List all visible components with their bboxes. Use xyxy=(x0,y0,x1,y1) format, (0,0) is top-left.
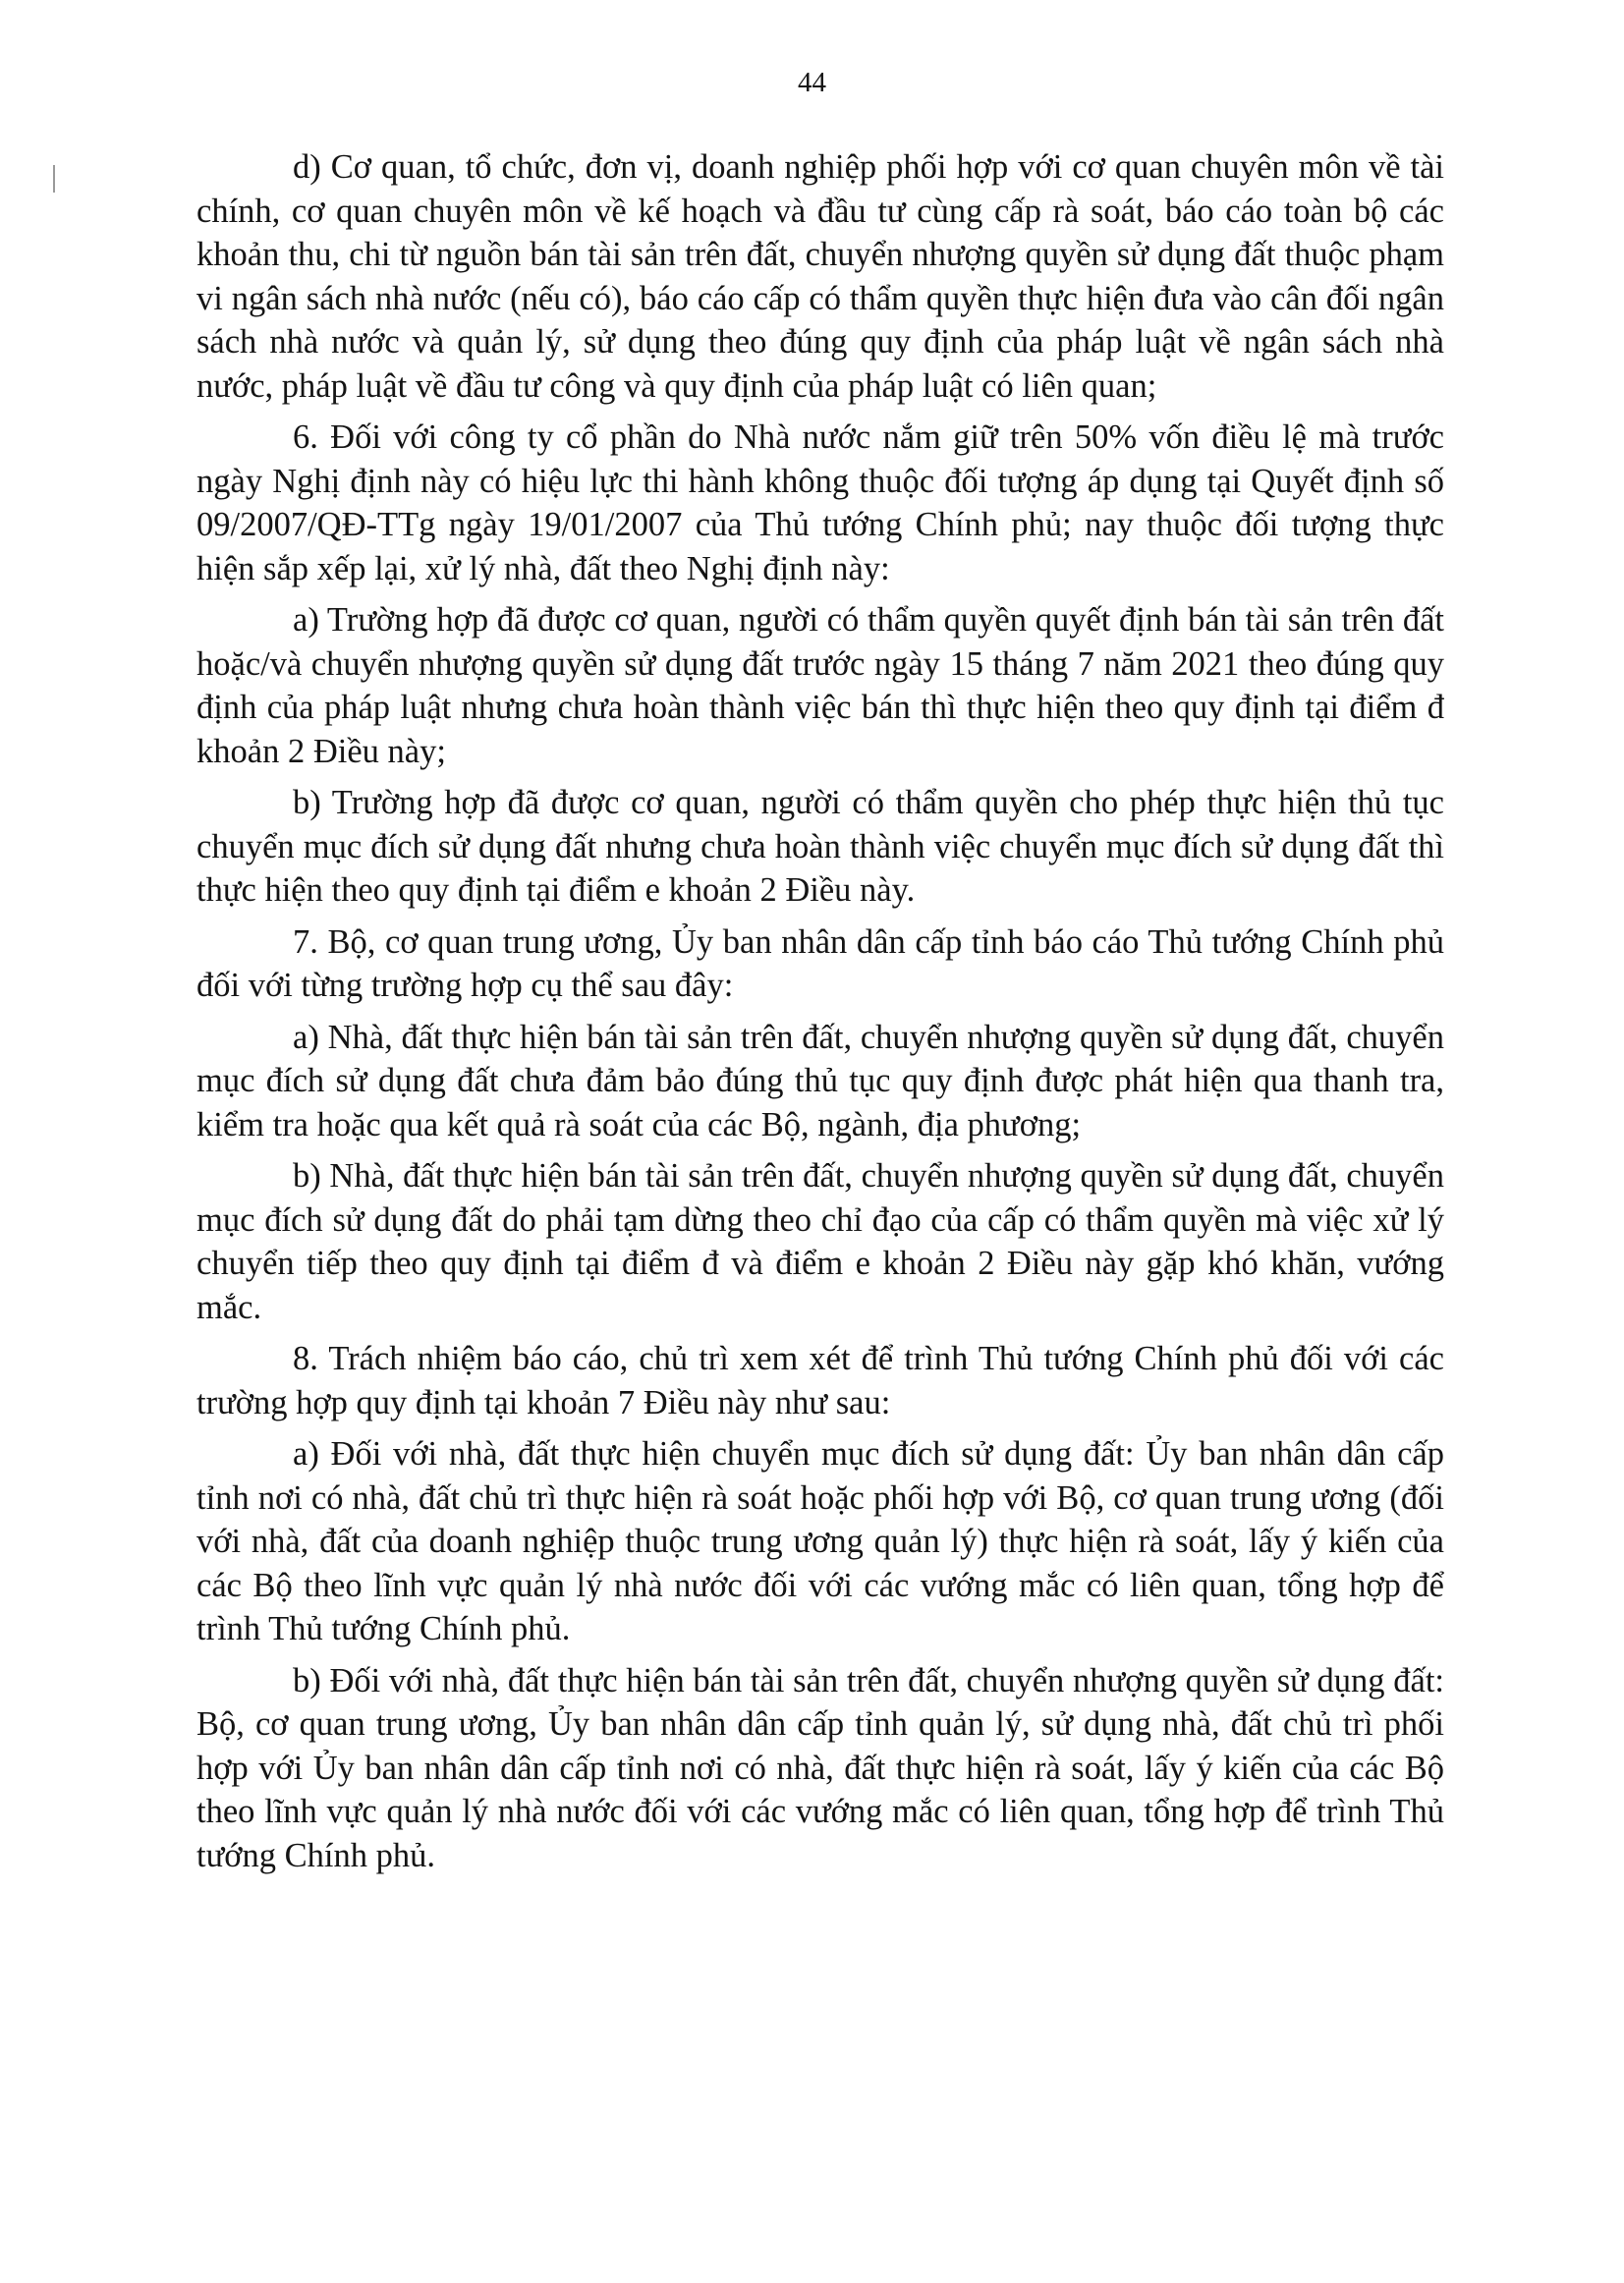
page-number: 44 xyxy=(798,67,826,98)
paragraph-7a: a) Nhà, đất thực hiện bán tài sản trên đất, chuyển nhượng quyền sử dụng đất, chuyển mục đích sử dụng đất chưa đảm bảo đúng thủ tục quy định được phát hiện qua thanh tra, kiểm tra hoặc qua kết quả rà soát của các Bộ, ngành, địa phương; xyxy=(196,1018,1444,1143)
paragraph-8b: b) Đối với nhà, đất thực hiện bán tài sản trên đất, chuyển nhượng quyền sử dụng đất: Bộ, cơ quan trung ương, Ủy ban nhân dân cấp tỉnh quản lý, sử dụng nhà, đất chủ trì phối hợp với Ủy ban nhân dân cấp tỉnh nơi có nhà, đất thực hiện rà soát, lấy ý kiến của các Bộ theo lĩnh vực quản lý nhà nước đối với các vướng mắc có liên quan, tổng hợp để trình Thủ tướng Chính phủ. xyxy=(196,1661,1444,1874)
paragraph-6a: a) Trường hợp đã được cơ quan, người có thẩm quyền quyết định bán tài sản trên đất hoặc/và chuyển nhượng quyền sử dụng đất trước ngày 15 tháng 7 năm 2021 theo đúng quy định của pháp luật nhưng chưa hoàn thành việc bán thì thực hiện theo quy định tại điểm đ khoản 2 Điều này; xyxy=(196,601,1444,770)
scan-margin-mark xyxy=(53,165,55,193)
document-body xyxy=(196,145,1444,1885)
paragraph-7: 7. Bộ, cơ quan trung ương, Ủy ban nhân dân cấp tỉnh báo cáo Thủ tướng Chính phủ đối với từng trường hợp cụ thể sau đây: xyxy=(196,922,1444,1004)
paragraph-6: 6. Đối với công ty cổ phần do Nhà nước nắm giữ trên 50% vốn điều lệ mà trước ngày Nghị định này có hiệu lực thi hành không thuộc đối tượng áp dụng tại Quyết định số 09/2007/QĐ-TTg ngày 19/01/2007 của Thủ tướng Chính phủ; nay thuộc đối tượng thực hiện sắp xếp lại, xử lý nhà, đất theo Nghị định này: xyxy=(196,418,1444,587)
paragraph-6b: b) Trường hợp đã được cơ quan, người có thẩm quyền cho phép thực hiện thủ tục chuyển mục đích sử dụng đất nhưng chưa hoàn thành việc chuyển mục đích sử dụng đất thì thực hiện theo quy định tại điểm e khoản 2 Điều này. xyxy=(196,784,1444,909)
paragraph-5d: d) Cơ quan, tổ chức, đơn vị, doanh nghiệp phối hợp với cơ quan chuyên môn về tài chính, cơ quan chuyên môn về kế hoạch và đầu tư cùng cấp rà soát, báo cáo toàn bộ các khoản thu, chi từ nguồn bán tài sản trên đất, chuyển nhượng quyền sử dụng đất thuộc phạm vi ngân sách nhà nước (nếu có), báo cáo cấp có thẩm quyền thực hiện đưa vào cân đối ngân sách nhà nước và quản lý, sử dụng theo đúng quy định của pháp luật về ngân sách nhà nước, pháp luật về đầu tư công và quy định của pháp luật có liên quan; xyxy=(196,148,1444,405)
paragraph-8a: a) Đối với nhà, đất thực hiện chuyển mục đích sử dụng đất: Ủy ban nhân dân cấp tỉnh nơi có nhà, đất chủ trì thực hiện rà soát hoặc phối hợp với Bộ, cơ quan trung ương (đối với nhà, đất của doanh nghiệp thuộc trung ương quản lý) thực hiện rà soát, lấy ý kiến của các Bộ theo lĩnh vực quản lý nhà nước đối với các vướng mắc có liên quan, tổng hợp để trình Thủ tướng Chính phủ. xyxy=(196,1435,1444,1647)
paragraph-7b: b) Nhà, đất thực hiện bán tài sản trên đất, chuyển nhượng quyền sử dụng đất, chuyển mục đích sử dụng đất do phải tạm dừng theo chỉ đạo của cấp có thẩm quyền mà việc xử lý chuyển tiếp theo quy định tại điểm đ và điểm e khoản 2 Điều này gặp khó khăn, vướng mắc. xyxy=(196,1157,1444,1326)
paragraph-8: 8. Trách nhiệm báo cáo, chủ trì xem xét để trình Thủ tướng Chính phủ đối với các trường hợp quy định tại khoản 7 Điều này như sau: xyxy=(196,1340,1444,1421)
